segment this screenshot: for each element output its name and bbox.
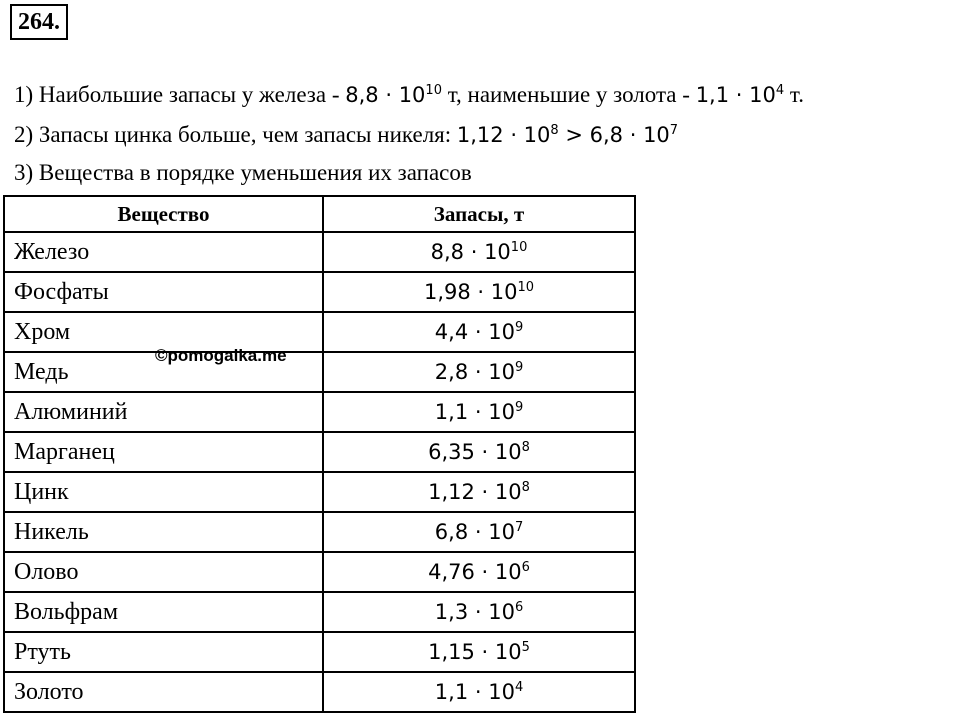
- table-header-row: [4, 196, 635, 232]
- substance-name: Фосфаты: [4, 272, 323, 312]
- line1-text2: т, наименьшие у золота -: [441, 82, 696, 107]
- substance-name: Медь: [4, 352, 323, 392]
- reserve-value: $1,12 \cdot 10^8$: [323, 472, 635, 512]
- table-row: [4, 552, 635, 592]
- table-row: [4, 352, 635, 392]
- substance-name: Хром: [4, 312, 323, 352]
- comparison: $1,12 \cdot 10^8 > 6,8 \cdot 10^7$: [456, 123, 679, 147]
- table-row: [4, 672, 635, 712]
- problem-number: 264.: [10, 4, 68, 40]
- table-row: [4, 312, 635, 352]
- line2-text: 2) Запасы цинка больше, чем запасы никеля:: [14, 122, 457, 147]
- reserve-value: $8,8 \cdot 10^{10}$: [323, 232, 635, 272]
- reserves-table: [3, 195, 636, 713]
- reserve-value: $1,1 \cdot 10^9$: [323, 392, 635, 432]
- table-row: [4, 432, 635, 472]
- table-row: [4, 632, 635, 672]
- table-row: [4, 472, 635, 512]
- reserve-value: $1,1 \cdot 10^4$: [323, 672, 635, 712]
- reserve-value: $1,98 \cdot 10^{10}$: [323, 272, 635, 312]
- substance-name: Алюминий: [4, 392, 323, 432]
- substance-name: Железо: [4, 232, 323, 272]
- reserve-value: $1,3 \cdot 10^6$: [323, 592, 635, 632]
- header-substance: Вещество: [4, 196, 323, 232]
- line1-text: 1) Наибольшие запасы у железа -: [14, 82, 346, 107]
- substance-name: Вольфрам: [4, 592, 323, 632]
- table-row: [4, 392, 635, 432]
- iron-value: $8,8 \cdot 10^{10}$: [345, 83, 442, 107]
- reserve-value: $6,8 \cdot 10^7$: [323, 512, 635, 552]
- table-row: [4, 232, 635, 272]
- reserve-value: $4,76 \cdot 10^6$: [323, 552, 635, 592]
- answer-line-1: [14, 82, 804, 108]
- watermark: ©pomogalka.me: [155, 346, 287, 365]
- reserve-value: $4,4 \cdot 10^9$: [323, 312, 635, 352]
- answer-line-2: [14, 122, 678, 148]
- table-row: [4, 512, 635, 552]
- substance-name: Ртуть: [4, 632, 323, 672]
- substance-name: Никель: [4, 512, 323, 552]
- table-row: [4, 272, 635, 312]
- reserve-value: $1,15 \cdot 10^5$: [323, 632, 635, 672]
- table-row: [4, 592, 635, 632]
- substance-name: Олово: [4, 552, 323, 592]
- answer-line-3: 3) Вещества в порядке уменьшения их запасов: [14, 160, 472, 185]
- substance-name: Золото: [4, 672, 323, 712]
- gold-value: $1,1 \cdot 10^4$: [695, 83, 785, 107]
- reserve-value: $2,8 \cdot 10^9$: [323, 352, 635, 392]
- substance-name: Цинк: [4, 472, 323, 512]
- header-reserves: Запасы, т: [323, 196, 635, 232]
- substance-name: Марганец: [4, 432, 323, 472]
- reserve-value: $6,35 \cdot 10^8$: [323, 432, 635, 472]
- line1-text3: т.: [784, 82, 804, 107]
